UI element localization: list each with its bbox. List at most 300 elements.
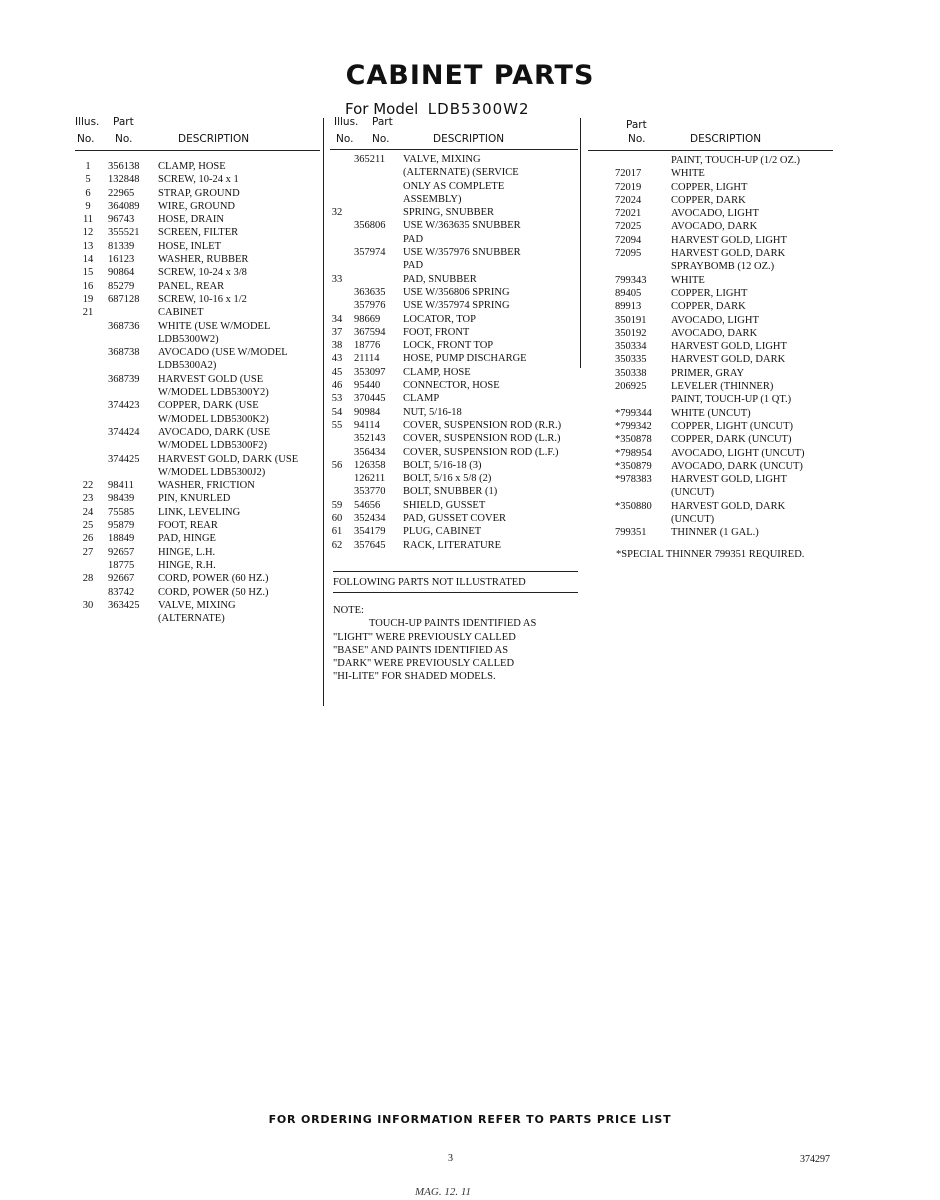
part-number: 365211 xyxy=(354,154,386,165)
part-number: 21114 xyxy=(354,353,380,365)
header-illus: Illus. xyxy=(75,116,100,128)
section-rule xyxy=(333,571,578,572)
illus-number: 22 xyxy=(82,480,94,492)
part-description: (ALTERNATE) (SERVICE xyxy=(403,167,519,179)
table-row xyxy=(588,420,833,433)
part-description: AVOCADO, LIGHT (UNCUT) xyxy=(671,447,805,459)
part-number: 81339 xyxy=(108,240,135,252)
note-section xyxy=(333,604,578,684)
part-number: *350879 xyxy=(615,460,652,472)
table-row xyxy=(330,485,578,498)
part-number: 374424 xyxy=(108,426,140,438)
table-row xyxy=(75,373,320,386)
part-description: W/MODEL LDB5300K2) xyxy=(158,413,269,425)
part-number: 72019 xyxy=(615,181,642,193)
table-row xyxy=(75,453,320,466)
part-number: 352143 xyxy=(354,433,386,445)
part-number: 356806 xyxy=(354,220,386,232)
part-description: COVER, SUSPENSION ROD (L.R.) xyxy=(403,433,561,445)
table-row xyxy=(75,320,320,333)
footnote-text: *SPECIAL THINNER 799351 REQUIRED. xyxy=(616,548,805,560)
part-number: 357645 xyxy=(354,539,386,551)
part-description: CORD, POWER (60 HZ.) xyxy=(158,573,269,585)
table-row xyxy=(75,240,320,253)
part-number: 22965 xyxy=(108,187,135,199)
part-number: 352434 xyxy=(354,513,386,525)
part-number: 96743 xyxy=(108,214,135,226)
header-no2: No. xyxy=(115,133,133,145)
part-description: PAD, SNUBBER xyxy=(403,273,477,285)
part-description: RACK, LITERATURE xyxy=(403,539,501,551)
table-row xyxy=(75,333,320,346)
part-description: AVOCADO, DARK xyxy=(671,327,758,339)
table-row xyxy=(75,466,320,479)
part-number: 355521 xyxy=(108,227,140,239)
part-description: HARVEST GOLD, DARK (USE xyxy=(158,453,299,465)
table-row xyxy=(75,612,320,625)
table-row xyxy=(330,206,578,219)
table-row xyxy=(75,426,320,439)
part-number: 357974 xyxy=(354,247,386,259)
table-row xyxy=(75,173,320,186)
table-row xyxy=(75,479,320,492)
table-row xyxy=(75,519,320,532)
part-description: HARVEST GOLD, LIGHT xyxy=(671,341,787,353)
table-row xyxy=(330,286,578,299)
table-row xyxy=(330,352,578,365)
table-row xyxy=(588,181,833,194)
part-description: LEVELER (THINNER) xyxy=(671,381,774,393)
part-description: HOSE, PUMP DISCHARGE xyxy=(403,353,527,365)
table-row xyxy=(330,259,578,272)
table-row xyxy=(588,433,833,446)
part-description: HARVEST GOLD (USE xyxy=(158,373,264,385)
ordering-footer: FOR ORDERING INFORMATION REFER TO PARTS PRICE LIST xyxy=(268,1113,672,1126)
table-row xyxy=(588,407,833,420)
table-row xyxy=(330,379,578,392)
part-description: PANEL, REAR xyxy=(158,280,225,292)
table-row xyxy=(330,166,578,179)
header-description: DESCRIPTION xyxy=(433,133,505,145)
table-row xyxy=(588,194,833,207)
illus-number: 9 xyxy=(85,200,91,212)
column-header xyxy=(588,116,833,146)
table-row xyxy=(330,392,578,405)
table-row xyxy=(588,367,833,380)
part-description: AVOCADO, LIGHT xyxy=(671,314,759,326)
illus-number: 34 xyxy=(331,313,343,325)
part-number: 206925 xyxy=(615,381,647,393)
table-row xyxy=(330,299,578,312)
table-row xyxy=(588,327,833,340)
table-row xyxy=(588,447,833,460)
part-number: 90864 xyxy=(108,267,135,279)
part-description: SPRING, SNUBBER xyxy=(403,207,495,219)
part-number: 72017 xyxy=(615,168,642,180)
part-description: HARVEST GOLD, DARK xyxy=(671,248,786,260)
part-description: PRIMER, GRAY xyxy=(671,367,745,379)
illus-number: 15 xyxy=(82,267,94,279)
part-number: 356138 xyxy=(108,161,140,172)
table-row xyxy=(330,273,578,286)
part-description: W/MODEL LDB5300J2) xyxy=(158,466,266,478)
part-description: VALVE, MIXING xyxy=(158,599,236,611)
part-number: 799343 xyxy=(615,274,647,286)
table-row xyxy=(588,340,833,353)
table-row xyxy=(75,280,320,293)
part-description: (ALTERNATE) xyxy=(158,613,225,625)
illus-number: 24 xyxy=(82,506,94,518)
part-number: 357976 xyxy=(354,300,386,312)
part-description: HINGE, R.H. xyxy=(158,559,216,571)
table-row xyxy=(588,500,833,513)
illus-number: 38 xyxy=(331,340,343,352)
column-divider xyxy=(323,118,324,706)
part-description: HOSE, INLET xyxy=(158,240,221,252)
header-part: Part xyxy=(113,116,134,128)
table-row xyxy=(330,153,578,166)
part-number: 374425 xyxy=(108,453,140,465)
part-number: 95440 xyxy=(354,380,381,392)
table-row xyxy=(75,306,320,319)
part-description: HINGE, L.H. xyxy=(158,546,216,558)
footnote xyxy=(588,548,833,561)
table-row xyxy=(330,432,578,445)
table-row xyxy=(330,446,578,459)
table-row xyxy=(588,526,833,539)
note-line: "HI-LITE" FOR SHADED MODELS. xyxy=(333,671,496,683)
part-number: 353097 xyxy=(354,366,386,378)
part-description: CABINET xyxy=(158,307,204,319)
part-description: CORD, POWER (50 HZ.) xyxy=(158,586,269,598)
part-number: 687128 xyxy=(108,293,140,305)
illus-number: 60 xyxy=(331,513,343,525)
illus-number: 33 xyxy=(331,273,343,285)
table-row xyxy=(330,313,578,326)
table-row xyxy=(330,459,578,472)
part-description: SPRAYBOMB (12 OZ.) xyxy=(671,261,775,273)
not-illustrated-section xyxy=(333,576,578,589)
table-row xyxy=(588,154,833,167)
parts-column-middle xyxy=(330,116,578,552)
part-description: COVER, SUSPENSION ROD (L.F.) xyxy=(403,446,559,458)
part-number: 75585 xyxy=(108,506,135,518)
part-description: PAD, GUSSET COVER xyxy=(403,513,506,525)
part-number: 83742 xyxy=(108,586,135,598)
table-row xyxy=(330,246,578,259)
table-row xyxy=(75,266,320,279)
table-row xyxy=(588,393,833,406)
part-description: WHITE xyxy=(671,274,705,286)
document-number: 374297 xyxy=(800,1154,830,1165)
table-row xyxy=(588,513,833,526)
table-row xyxy=(75,346,320,359)
illus-number: 6 xyxy=(85,187,91,199)
header-rule xyxy=(75,150,320,151)
part-number: *978383 xyxy=(615,474,652,486)
table-row xyxy=(330,539,578,552)
table-row xyxy=(588,486,833,499)
part-description: SCREW, 10-16 x 1/2 xyxy=(158,293,247,305)
table-row xyxy=(330,326,578,339)
part-number: 368739 xyxy=(108,373,140,385)
part-number: 72021 xyxy=(615,208,642,220)
part-description: USE W/356806 SPRING xyxy=(403,286,510,298)
illus-number: 62 xyxy=(331,539,343,551)
part-description: PIN, KNURLED xyxy=(158,493,231,505)
table-row xyxy=(588,220,833,233)
parts-list-middle xyxy=(330,153,578,552)
part-number: 72025 xyxy=(615,221,642,233)
table-row xyxy=(75,187,320,200)
table-row xyxy=(588,274,833,287)
part-number: 350338 xyxy=(615,367,647,379)
table-row xyxy=(588,207,833,220)
parts-column-left xyxy=(75,116,320,625)
part-number: 98439 xyxy=(108,493,135,505)
part-description: CLAMP, HOSE xyxy=(403,366,471,378)
part-number: *799342 xyxy=(615,420,652,432)
column-divider xyxy=(580,118,581,368)
table-row xyxy=(330,233,578,246)
table-row xyxy=(75,399,320,412)
part-number: 354179 xyxy=(354,526,386,538)
part-description: ONLY AS COMPLETE xyxy=(403,180,505,192)
table-row xyxy=(588,247,833,260)
part-number: 89913 xyxy=(615,301,642,313)
table-row xyxy=(75,386,320,399)
part-number: 126358 xyxy=(354,459,386,471)
part-description: BOLT, 5/16 x 5/8 (2) xyxy=(403,473,492,485)
part-number: 370445 xyxy=(354,393,386,405)
illus-number: 16 xyxy=(82,280,94,292)
part-description: LINK, LEVELING xyxy=(158,506,241,518)
parts-list-right xyxy=(588,154,833,540)
table-row xyxy=(588,234,833,247)
table-row xyxy=(75,293,320,306)
part-description: PAD, HINGE xyxy=(158,533,216,545)
part-number: 95879 xyxy=(108,520,135,532)
illus-number: 37 xyxy=(331,326,343,338)
part-description: ASSEMBLY) xyxy=(403,193,462,205)
part-description: USE W/357974 SPRING xyxy=(403,300,510,312)
part-description: BOLT, 5/16-18 (3) xyxy=(403,459,482,471)
note-line: TOUCH-UP PAINTS IDENTIFIED AS xyxy=(369,618,537,630)
illus-number: 53 xyxy=(331,393,343,405)
part-description: BOLT, SNUBBER (1) xyxy=(403,486,498,498)
note-label: NOTE: xyxy=(333,605,364,616)
part-description: WIRE, GROUND xyxy=(158,200,235,212)
page-title: CABINET PARTS xyxy=(345,60,595,91)
subtitle-prefix: For Model xyxy=(345,100,419,118)
part-description: COPPER, LIGHT xyxy=(671,181,748,193)
table-row xyxy=(75,546,320,559)
illus-number: 12 xyxy=(82,227,94,239)
table-row xyxy=(330,419,578,432)
table-row xyxy=(75,359,320,372)
part-description: NUT, 5/16-18 xyxy=(403,406,462,418)
part-description: PAD xyxy=(403,260,424,272)
table-row xyxy=(75,559,320,572)
part-description: COPPER, DARK xyxy=(671,301,746,313)
table-row xyxy=(75,253,320,266)
illus-number: 25 xyxy=(82,520,94,532)
part-number: 18775 xyxy=(108,559,135,571)
illus-number: 13 xyxy=(82,240,94,252)
part-description: SCREW, 10-24 x 3/8 xyxy=(158,267,247,279)
table-row xyxy=(75,413,320,426)
model-number: LDB5300W2 xyxy=(427,100,530,118)
part-description: HARVEST GOLD, DARK xyxy=(671,354,786,366)
part-description: THINNER (1 GAL.) xyxy=(671,527,759,539)
part-number: 89405 xyxy=(615,287,642,299)
part-description: HARVEST GOLD, LIGHT xyxy=(671,474,787,486)
part-description: HARVEST GOLD, DARK xyxy=(671,500,786,512)
part-description: COPPER, DARK (USE xyxy=(158,400,259,412)
part-description: PAINT, TOUCH-UP (1/2 OZ.) xyxy=(671,155,801,166)
not-illustrated-heading: FOLLOWING PARTS NOT ILLUSTRATED xyxy=(333,577,526,588)
illus-number: 14 xyxy=(82,254,94,266)
header-no2: No. xyxy=(372,133,390,145)
header-rule xyxy=(330,149,578,150)
table-row xyxy=(330,525,578,538)
table-row xyxy=(330,180,578,193)
part-number: 350334 xyxy=(615,341,647,353)
header-part: Part xyxy=(626,119,647,131)
table-row xyxy=(75,200,320,213)
table-row xyxy=(75,586,320,599)
illus-number: 28 xyxy=(82,573,94,585)
part-description: USE W/357976 SNUBBER xyxy=(403,247,521,259)
part-description: PLUG, CABINET xyxy=(403,526,482,538)
illus-number: 19 xyxy=(82,293,94,305)
part-description: COPPER, DARK xyxy=(671,194,746,206)
table-row xyxy=(330,499,578,512)
part-number: 350335 xyxy=(615,354,647,366)
part-number: 16123 xyxy=(108,254,135,266)
column-header xyxy=(75,116,320,146)
illus-number: 27 xyxy=(82,546,94,558)
parts-column-right xyxy=(588,116,833,561)
part-description: CONNECTOR, HOSE xyxy=(403,380,500,392)
table-row xyxy=(330,472,578,485)
part-description: COPPER, DARK (UNCUT) xyxy=(671,434,792,446)
illus-number: 32 xyxy=(331,207,343,219)
part-number: 367594 xyxy=(354,326,386,338)
illus-number: 26 xyxy=(82,533,94,545)
parts-list-left xyxy=(75,160,320,625)
part-number: 98411 xyxy=(108,480,134,492)
part-description: FOOT, REAR xyxy=(158,520,218,532)
table-row xyxy=(75,506,320,519)
part-description: W/MODEL LDB5300F2) xyxy=(158,440,267,452)
part-description: LDB5300A2) xyxy=(158,360,217,372)
part-number: 368738 xyxy=(108,347,140,359)
part-number: 72095 xyxy=(615,248,642,260)
table-row xyxy=(75,213,320,226)
part-number: 90984 xyxy=(354,406,381,418)
part-description: FOOT, FRONT xyxy=(403,326,470,338)
table-row xyxy=(588,353,833,366)
part-number: 126211 xyxy=(354,473,386,485)
part-number: 18776 xyxy=(354,340,381,352)
page-number: 3 xyxy=(448,1153,453,1164)
part-description: COPPER, LIGHT (UNCUT) xyxy=(671,420,794,432)
part-number: 72094 xyxy=(615,234,642,246)
part-description: SCREEN, FILTER xyxy=(158,227,239,239)
note-line: "BASE" AND PAINTS IDENTIFIED AS xyxy=(333,644,509,656)
part-number: 54656 xyxy=(354,499,381,511)
table-row xyxy=(75,226,320,239)
part-description: COPPER, LIGHT xyxy=(671,287,748,299)
header-no: No. xyxy=(77,133,95,145)
part-description: CLAMP, HOSE xyxy=(158,161,226,172)
part-description: LDB5300W2) xyxy=(158,333,219,345)
part-description: SHIELD, GUSSET xyxy=(403,499,486,511)
header-rule xyxy=(588,150,833,151)
illus-number: 54 xyxy=(331,406,343,418)
table-row xyxy=(330,339,578,352)
part-description: HARVEST GOLD, LIGHT xyxy=(671,234,787,246)
note-line: "DARK" WERE PREVIOUSLY CALLED xyxy=(333,658,515,670)
part-number: 350192 xyxy=(615,327,647,339)
part-description: (UNCUT) xyxy=(671,487,715,499)
part-number: 350191 xyxy=(615,314,647,326)
table-row xyxy=(588,314,833,327)
table-row xyxy=(330,193,578,206)
part-number: 363635 xyxy=(354,286,386,298)
part-number: 94114 xyxy=(354,419,380,431)
part-number: 364089 xyxy=(108,200,140,212)
illus-number: 11 xyxy=(82,214,94,226)
part-description: (UNCUT) xyxy=(671,514,715,526)
part-description: SCREW, 10-24 x 1 xyxy=(158,174,239,186)
part-number: 363425 xyxy=(108,599,140,611)
table-row xyxy=(75,439,320,452)
table-row xyxy=(588,167,833,180)
part-description: PAINT, TOUCH-UP (1 QT.) xyxy=(671,394,792,406)
part-description: VALVE, MIXING xyxy=(403,154,481,165)
table-row xyxy=(588,300,833,313)
header-no: No. xyxy=(336,133,354,145)
part-description: AVOCADO, DARK xyxy=(671,221,758,233)
table-row xyxy=(588,260,833,273)
header-description: DESCRIPTION xyxy=(178,133,250,145)
handwritten-mark: MAG. 12. 11 xyxy=(415,1186,472,1198)
part-number: 368736 xyxy=(108,320,140,332)
part-number: *350878 xyxy=(615,434,652,446)
table-row xyxy=(588,380,833,393)
part-number: 92667 xyxy=(108,573,135,585)
part-number: 132848 xyxy=(108,174,140,186)
table-row xyxy=(330,219,578,232)
part-number: *350880 xyxy=(615,500,652,512)
part-number: *798954 xyxy=(615,447,652,459)
table-row xyxy=(588,460,833,473)
table-row xyxy=(330,406,578,419)
table-row xyxy=(75,572,320,585)
table-row xyxy=(75,492,320,505)
illus-number: 23 xyxy=(82,493,94,505)
part-description: COVER, SUSPENSION ROD (R.R.) xyxy=(403,419,562,431)
part-description: WHITE (UNCUT) xyxy=(671,407,751,419)
part-description: WASHER, RUBBER xyxy=(158,254,249,266)
table-row xyxy=(588,473,833,486)
part-description: LOCK, FRONT TOP xyxy=(403,340,494,352)
part-description: USE W/363635 SNUBBER xyxy=(403,220,521,232)
part-number: 374423 xyxy=(108,400,140,412)
table-row xyxy=(330,512,578,525)
